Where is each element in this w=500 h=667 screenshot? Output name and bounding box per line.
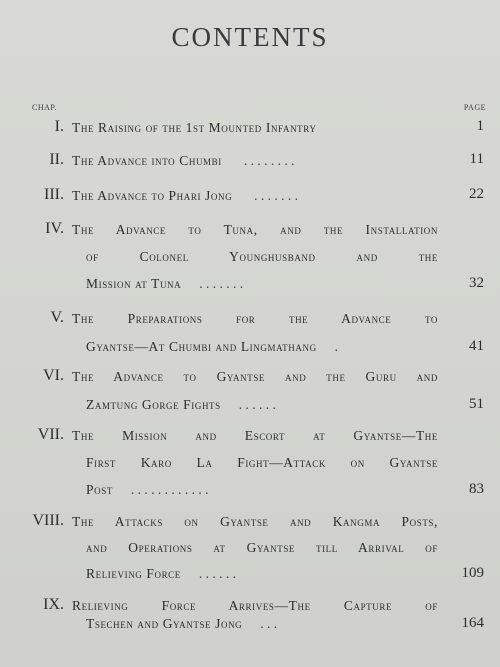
page-number: 32 <box>469 275 484 291</box>
chapter-title-line: of Colonel Younghusband and the <box>86 249 438 264</box>
chapter-title-text: Mission at Tuna <box>86 276 182 291</box>
chapter-title-line <box>86 482 438 502</box>
chapter-title-line: The Raising of the 1st Mounted Infantry <box>72 120 317 135</box>
leader-dots: . . . . . . <box>238 397 276 412</box>
page-number: 11 <box>469 151 484 167</box>
chapter-title-line: The Attacks on Gyantse and Kangma Posts, <box>72 514 438 529</box>
chapter-number: I. <box>54 118 64 135</box>
chapter-title-line <box>86 616 438 636</box>
leader-dots: . <box>334 339 339 354</box>
page-column-label: PAGE <box>463 103 486 112</box>
chapter-title-line: The Advance to Tuna, and the Installation <box>72 222 438 237</box>
chapter-title-text: Tsechen and Gyantse Jong <box>86 616 243 631</box>
page-number: 1 <box>476 118 484 134</box>
page-number: 164 <box>461 615 484 631</box>
chapter-number: IV. <box>45 220 64 237</box>
leader-dots: . . . . . . . . . . . . <box>130 482 209 497</box>
page-number: 109 <box>461 565 484 581</box>
chapter-number: VI. <box>43 367 64 384</box>
chapter-number: VII. <box>37 426 64 443</box>
chapter-number: V. <box>50 309 64 326</box>
chapter-title-line: Relieving Force Arrives—The Capture of <box>72 598 438 613</box>
chapter-title-line: The Preparations for the Advance to <box>72 311 438 326</box>
chapter-title-line <box>86 276 438 296</box>
leader-dots: . . . . . . . <box>254 188 299 203</box>
page-title: CONTENTS <box>171 22 329 52</box>
chapter-title-text: The Advance to Phari Jong <box>72 188 233 203</box>
chapter-title-line <box>72 153 438 173</box>
chapter-number: II. <box>49 151 64 168</box>
leader-dots: . . . <box>260 616 278 631</box>
chapter-number: IX. <box>43 596 64 613</box>
leader-dots: . . . . . . <box>198 566 236 581</box>
chapter-title-text: Post <box>86 482 113 497</box>
chapter-title-text: Relieving Force <box>86 566 181 581</box>
chap-column-label: CHAP. <box>32 103 57 112</box>
chapter-number: VIII. <box>32 512 64 529</box>
chapter-title-line: and Operations at Gyantse till Arrival of <box>86 540 438 555</box>
chapter-title-text: Zamtung Gorge Fights <box>86 397 221 412</box>
chapter-title-line <box>86 397 438 417</box>
leader-dots: . . . . . . . . <box>243 153 295 168</box>
page-number: 22 <box>469 186 484 202</box>
chapter-title-line: The Mission and Escort at Gyantse—The <box>72 428 438 443</box>
chapter-title-text: The Advance into Chumbi <box>72 153 222 168</box>
chapter-title-line: First Karo La Fight—Attack on Gyantse <box>86 455 438 470</box>
page-number: 83 <box>469 481 484 497</box>
page-number: 41 <box>469 338 484 354</box>
chapter-title-line <box>86 339 438 359</box>
leader-dots: . . . . . . . <box>199 276 244 291</box>
chapter-title-line: The Advance to Gyantse and the Guru and <box>72 369 438 384</box>
page-number: 51 <box>469 396 484 412</box>
chapter-title-text: Gyantse—At Chumbi and Lingmathang <box>86 339 317 354</box>
chapter-title-line <box>72 188 438 208</box>
chapter-number: III. <box>44 186 64 203</box>
chapter-title-line <box>86 566 438 586</box>
